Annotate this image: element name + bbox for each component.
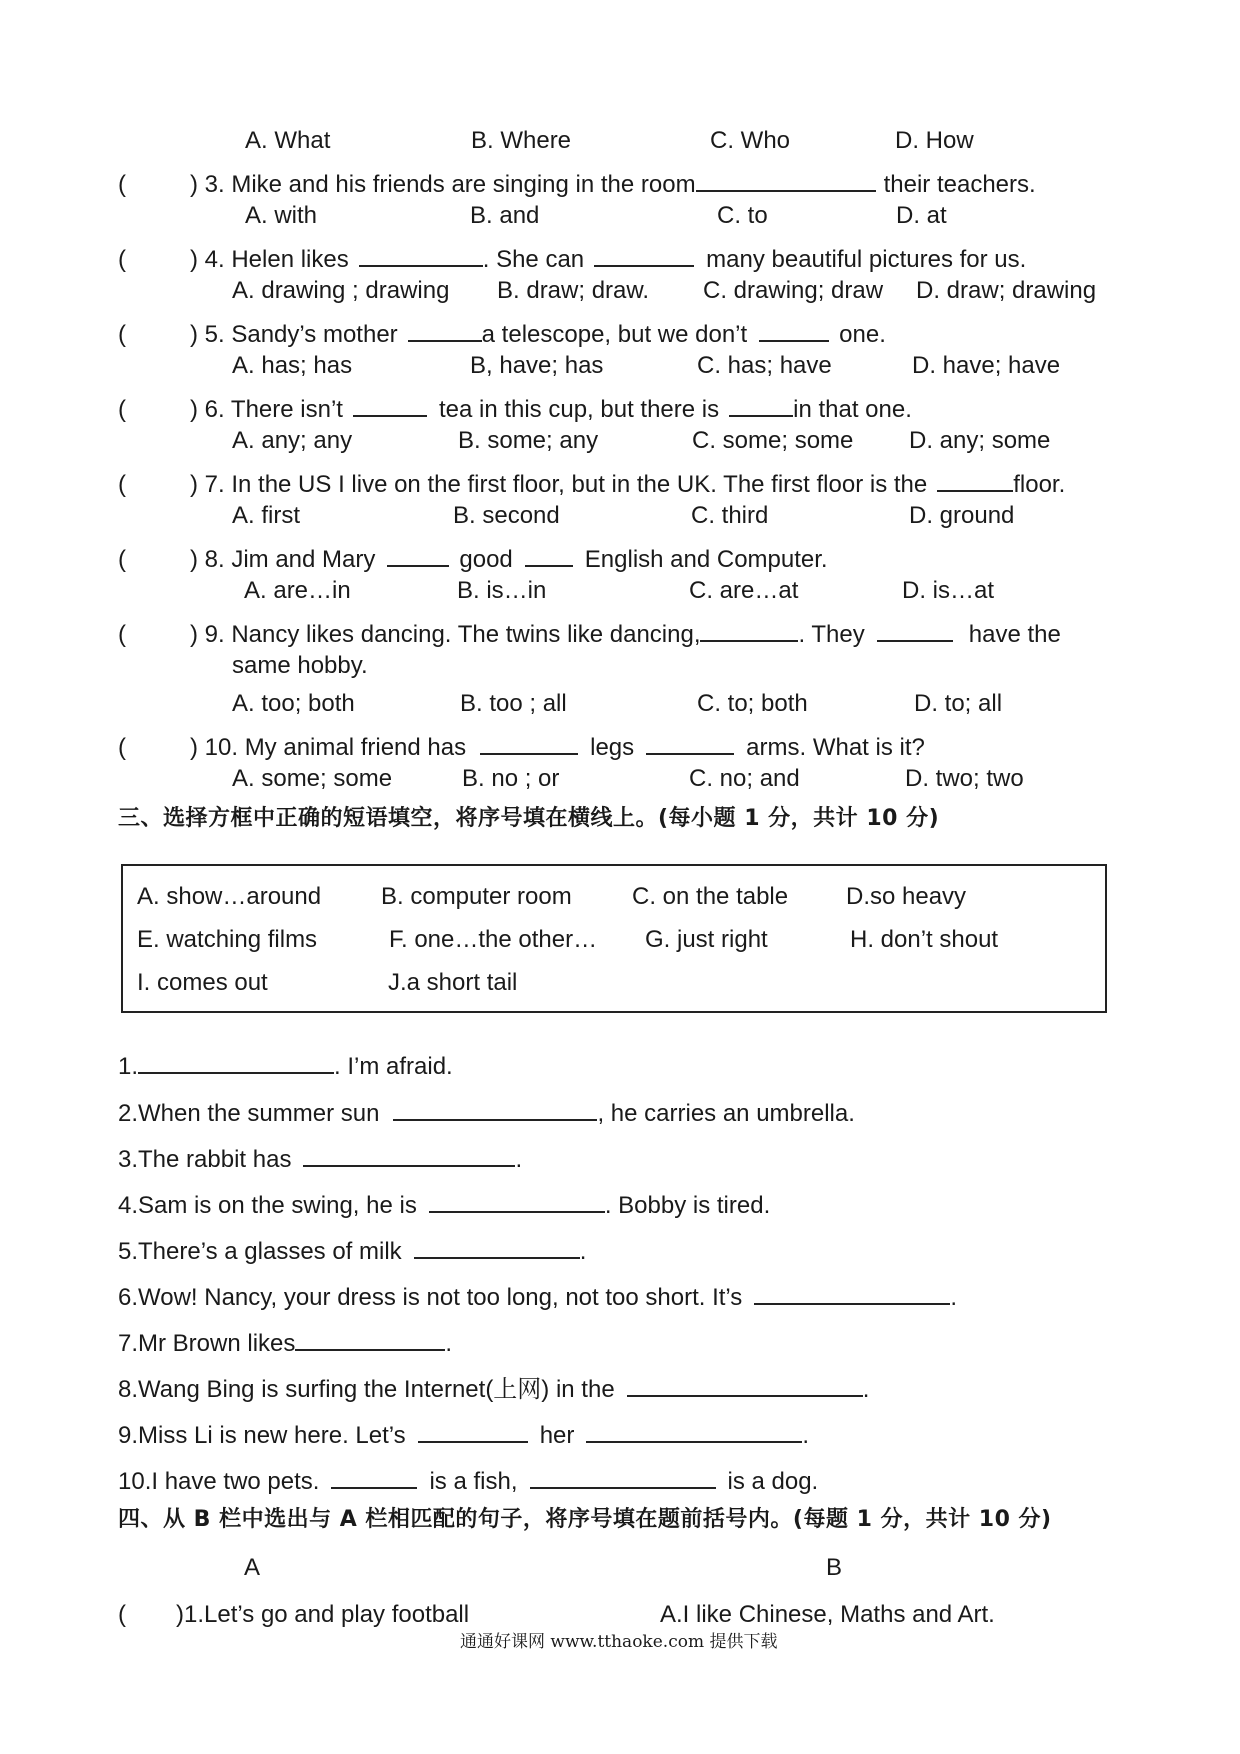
column-b-label: B <box>826 1554 843 1581</box>
question-8 <box>118 542 828 572</box>
q4-blank-2[interactable] <box>594 242 694 267</box>
q10-text: ) 10. My animal friend has <box>190 733 467 761</box>
q3-text-end: their teachers. <box>883 170 1036 198</box>
fill-blank-9b[interactable] <box>586 1418 802 1443</box>
fill-sentence-1: 1. . I’m afraid. <box>118 1049 453 1079</box>
q4-option-a: A. drawing ; drawing <box>232 277 450 304</box>
q7-option-c: C. third <box>691 502 769 529</box>
fill-blank-7[interactable] <box>295 1326 445 1351</box>
q3-text: ) 3. Mike and his friends are singing in the room <box>190 170 696 198</box>
q3-option-d: D. at <box>896 202 947 229</box>
fill-sentence-9: 9.Miss Li is new here. Let’s her . <box>118 1418 809 1448</box>
fill-blank-10b[interactable] <box>530 1464 716 1489</box>
fill-blank-4[interactable] <box>429 1188 605 1213</box>
question-3 <box>118 167 1036 197</box>
q4-text-end: many beautiful pictures for us. <box>706 245 1027 273</box>
q4-option-c: C. drawing; draw <box>703 277 884 304</box>
q9-text-end: have the <box>968 620 1061 648</box>
q8-blank-1[interactable] <box>387 542 449 567</box>
fill-sentence-3: 3.The rabbit has . <box>118 1142 522 1172</box>
q9-option-c: C. to; both <box>697 690 808 717</box>
phrase-h: H. don’t shout <box>850 926 999 953</box>
q7-text: ) 7. In the US I live on the first floor, but in the UK. The first floor is the <box>190 470 928 498</box>
q9-option-b: B. too ; all <box>460 690 567 717</box>
answer-paren-open: ( <box>118 545 126 573</box>
section-4-heading: 四、从 B 栏中选出与 A 栏相匹配的句子，将序号填在题前括号内。(每题 1 分，共计 10 分) <box>118 1507 1052 1532</box>
q8-blank-2[interactable] <box>525 542 573 567</box>
q10-text-end: arms. What is it? <box>746 733 925 761</box>
q8-option-b: B. is…in <box>457 577 547 604</box>
q5-option-c: C. has; have <box>697 352 832 379</box>
q9-option-d: D. to; all <box>914 690 1003 717</box>
q6-text-end: in that one. <box>793 395 912 423</box>
q8-text-end: English and Computer. <box>584 545 828 573</box>
q4-text-mid: . She can <box>482 245 585 273</box>
fill-sentence-10: 10.I have two pets. is a fish, is a dog. <box>118 1464 818 1494</box>
fill-sentence-8: 8.Wang Bing is surfing the Internet(上网) in the . <box>118 1372 869 1402</box>
question-5 <box>118 317 886 347</box>
phrase-f: F. one…the other… <box>389 926 598 953</box>
q9-blank-2[interactable] <box>877 617 953 642</box>
q2-option-a: A. What <box>245 127 331 154</box>
fill-blank-10a[interactable] <box>331 1464 417 1489</box>
phrase-i: I. comes out <box>137 969 268 996</box>
q3-option-a: A. with <box>245 202 318 229</box>
fill-sentence-4: 4.Sam is on the swing, he is . Bobby is tired. <box>118 1188 770 1218</box>
q7-option-b: B. second <box>453 502 560 529</box>
answer-paren-open: ( <box>118 733 126 761</box>
phrase-b: B. computer room <box>381 883 572 910</box>
section-3-heading: 三、选择方框中正确的短语填空，将序号填在横线上。(每小题 1 分，共计 10 分) <box>118 806 940 831</box>
fill-sentence-6: 6.Wow! Nancy, your dress is not too long, not too short. It’s . <box>118 1280 957 1310</box>
fill-blank-1[interactable] <box>138 1049 334 1074</box>
q10-option-d: D. two; two <box>905 765 1024 792</box>
phrase-c: C. on the table <box>632 883 789 910</box>
answer-paren-open: ( <box>118 470 126 498</box>
q8-option-d: D. is…at <box>902 577 995 604</box>
q10-text-mid: legs <box>590 733 635 761</box>
q3-option-b: B. and <box>470 202 540 229</box>
match-question-1: ( )1.Let’s go and play football <box>118 1601 470 1628</box>
q9-blank-1[interactable] <box>700 617 798 642</box>
q2-option-b: B. Where <box>471 127 572 154</box>
q5-text-mid: a telescope, but we don’t <box>481 320 748 348</box>
fill-blank-8[interactable] <box>627 1372 863 1397</box>
q2-option-d: D. How <box>895 127 974 154</box>
fill-blank-3[interactable] <box>303 1142 515 1167</box>
q7-text-end: floor. <box>1013 470 1066 498</box>
match-answer-a: A.I like Chinese, Maths and Art. <box>660 1601 995 1628</box>
q8-option-a: A. are…in <box>244 577 351 604</box>
fill-blank-2[interactable] <box>393 1096 597 1121</box>
q6-blank-1[interactable] <box>353 392 427 417</box>
q9-option-a: A. too; both <box>232 690 355 717</box>
q4-option-d: D. draw; drawing <box>916 277 1097 304</box>
q5-option-d: D. have; have <box>912 352 1061 379</box>
q7-option-d: D. ground <box>909 502 1015 529</box>
q5-text-end: one. <box>839 320 886 348</box>
phrase-j: J.a short tail <box>388 969 518 996</box>
q4-blank-1[interactable] <box>359 242 483 267</box>
fill-sentence-7: 7.Mr Brown likes . <box>118 1326 452 1356</box>
q2-option-c: C. Who <box>710 127 791 154</box>
q10-option-b: B. no ; or <box>462 765 560 792</box>
q6-text-mid: tea in this cup, but there is <box>438 395 720 423</box>
q6-option-c: C. some; some <box>692 427 854 454</box>
q9-text-mid: . They <box>798 620 865 648</box>
question-10 <box>118 730 925 760</box>
fill-blank-6[interactable] <box>754 1280 950 1305</box>
q8-text: ) 8. Jim and Mary <box>190 545 376 573</box>
q10-blank-1[interactable] <box>480 730 578 755</box>
q5-text: ) 5. Sandy’s mother <box>190 320 398 348</box>
question-6 <box>118 392 912 422</box>
q6-blank-2[interactable] <box>729 392 793 417</box>
q6-option-a: A. any; any <box>232 427 353 454</box>
q6-option-b: B. some; any <box>458 427 599 454</box>
q5-blank-2[interactable] <box>759 317 829 342</box>
answer-paren-open: ( <box>118 395 126 423</box>
phrase-e: E. watching films <box>137 926 318 953</box>
q8-text-mid: good <box>459 545 513 573</box>
phrase-g: G. just right <box>645 926 768 953</box>
fill-sentence-2: 2.When the summer sun , he carries an umbrella. <box>118 1096 855 1126</box>
q3-blank[interactable] <box>696 167 876 192</box>
question-9 <box>118 617 1061 647</box>
phrase-d: D.so heavy <box>846 883 967 910</box>
q10-option-a: A. some; some <box>232 765 393 792</box>
q6-option-d: D. any; some <box>909 427 1051 454</box>
answer-paren-open: ( <box>118 320 126 348</box>
q9-text: ) 9. Nancy likes dancing. The twins like dancing, <box>190 620 701 648</box>
answer-paren-open: ( <box>118 170 126 198</box>
q10-option-c: C. no; and <box>689 765 800 792</box>
footer-source: 通通好课网 www.tthaoke.com 提供下载 <box>460 1632 778 1652</box>
question-7 <box>118 467 1065 497</box>
column-a-label: A <box>244 1554 261 1581</box>
q5-option-b: B, have; has <box>470 352 604 379</box>
q7-option-a: A. first <box>232 502 301 529</box>
q9-text-line2: same hobby. <box>232 652 368 679</box>
phrase-a: A. show…around <box>137 883 322 910</box>
question-4 <box>118 242 1026 272</box>
fill-blank-9a[interactable] <box>418 1418 528 1443</box>
answer-paren-open: ( <box>118 1601 126 1628</box>
answer-paren-open: ( <box>118 245 126 273</box>
q8-option-c: C. are…at <box>689 577 799 604</box>
fill-sentence-5: 5.There’s a glasses of milk . <box>118 1234 586 1264</box>
q10-blank-2[interactable] <box>646 730 734 755</box>
q5-blank-1[interactable] <box>408 317 482 342</box>
q7-blank[interactable] <box>937 467 1013 492</box>
q4-option-b: B. draw; draw. <box>497 277 650 304</box>
answer-paren-open: ( <box>118 620 126 648</box>
fill-blank-5[interactable] <box>414 1234 580 1259</box>
q4-text: ) 4. Helen likes <box>190 245 349 273</box>
q5-option-a: A. has; has <box>232 352 353 379</box>
q3-option-c: C. to <box>717 202 768 229</box>
q6-text: ) 6. There isn’t <box>190 395 343 423</box>
